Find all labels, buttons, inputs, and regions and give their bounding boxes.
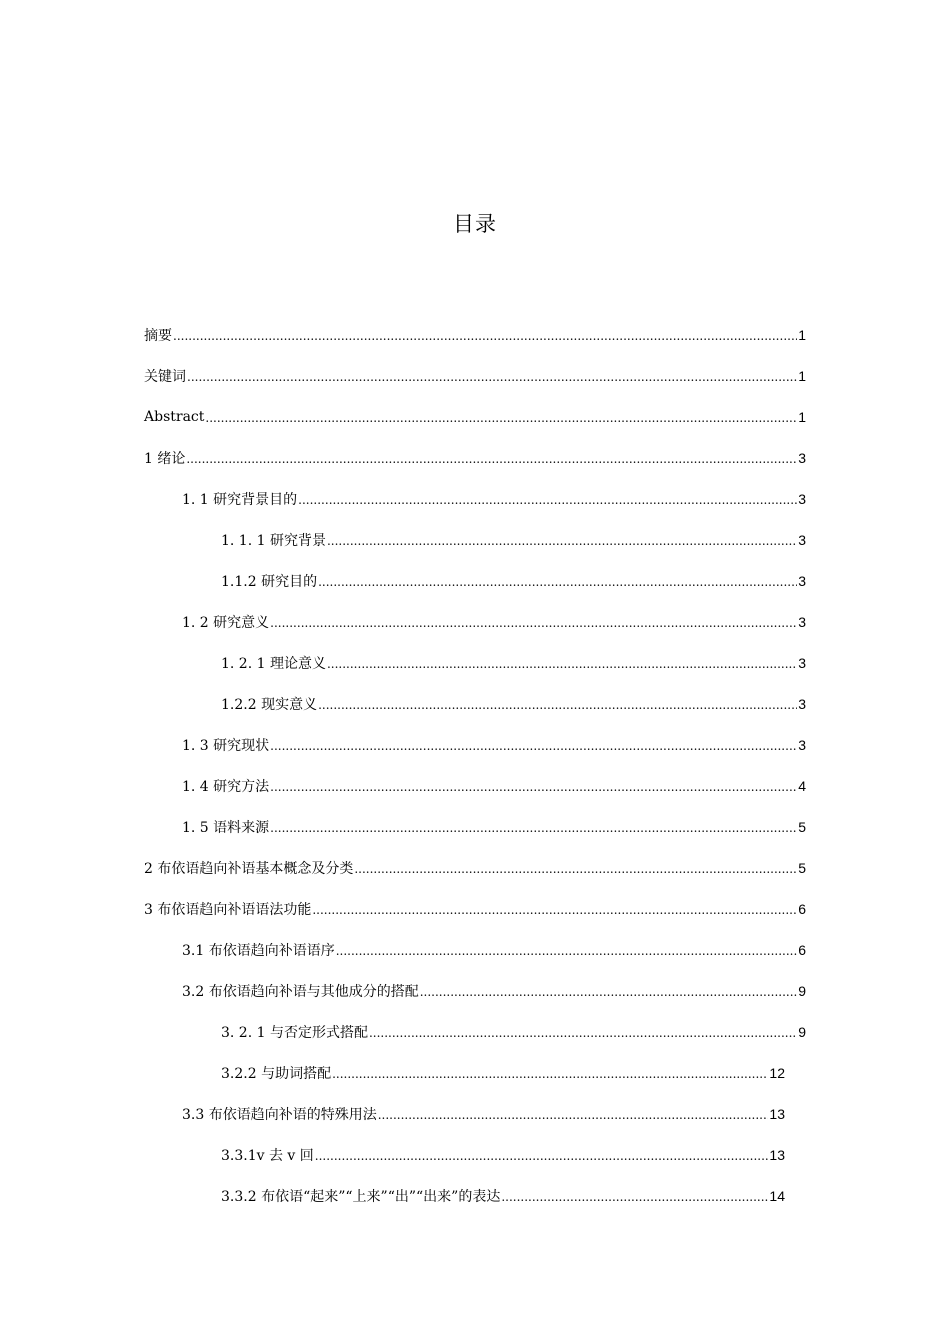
toc-entry[interactable] <box>0 314 950 355</box>
toc-dot-leader <box>327 534 797 548</box>
toc-dot-leader <box>318 575 797 589</box>
toc-dot-leader <box>354 862 797 876</box>
toc-dot-leader <box>173 329 797 343</box>
toc-entry[interactable] <box>0 478 950 519</box>
toc-entry[interactable] <box>0 519 950 560</box>
toc-entry-page-number: 1 <box>798 326 806 343</box>
toc-dot-leader <box>270 780 797 794</box>
toc-entry-page-number: 3 <box>798 736 806 753</box>
toc-entry-label: 1. 1. 1 研究背景 <box>221 532 326 549</box>
toc-entry[interactable] <box>0 396 950 437</box>
toc-entry-label: 摘要 <box>144 327 172 344</box>
toc-entry-label: 3.2 布依语趋向补语与其他成分的搭配 <box>182 983 419 1000</box>
toc-entry-label: 1 绪论 <box>144 450 186 467</box>
toc-entry[interactable] <box>0 437 950 478</box>
toc-dot-leader <box>187 370 797 384</box>
toc-entry-label: 3. 2. 1 与否定形式搭配 <box>221 1024 368 1041</box>
toc-entry-label: 1. 4 研究方法 <box>182 778 270 795</box>
toc-entry-label: 1.2.2 现实意义 <box>221 696 318 713</box>
toc-entry[interactable] <box>0 642 950 683</box>
toc-title: 目录 <box>453 212 497 236</box>
toc-dot-leader <box>327 657 797 671</box>
toc-entry-page-number: 3 <box>798 654 806 671</box>
toc-entry-label: 3.3.2 布依语“起来”“上来”“出”“出来”的表达 <box>221 1188 501 1205</box>
toc-dot-leader <box>315 1149 769 1163</box>
toc-entry[interactable] <box>0 847 950 888</box>
toc-dot-leader <box>420 985 797 999</box>
toc-dot-leader <box>318 698 797 712</box>
toc-entry-page-number: 6 <box>798 941 806 958</box>
toc-entry-label: 1. 5 语料来源 <box>182 819 270 836</box>
toc-entry[interactable] <box>0 1134 950 1175</box>
toc-entry-page-number: 13 <box>769 1105 785 1122</box>
toc-dot-leader <box>336 944 797 958</box>
toc-entry-page-number: 6 <box>798 900 806 917</box>
toc-dot-leader <box>270 616 797 630</box>
toc-entry-page-number: 3 <box>798 490 806 507</box>
toc-dot-leader <box>369 1026 797 1040</box>
toc-entry-page-number: 13 <box>769 1146 785 1163</box>
toc-dot-leader <box>501 1190 768 1204</box>
toc-entry-label: 1. 2. 1 理论意义 <box>221 655 326 672</box>
toc-dot-leader <box>270 821 797 835</box>
toc-entry-page-number: 3 <box>798 695 806 712</box>
toc-entry[interactable] <box>0 806 950 847</box>
toc-entry[interactable] <box>0 1175 950 1216</box>
toc-entry[interactable] <box>0 888 950 929</box>
toc-entry-page-number: 9 <box>798 1023 806 1040</box>
toc-entry[interactable] <box>0 724 950 765</box>
toc-entry-label: 3.3.1v 去 v 回 <box>221 1147 314 1164</box>
toc-dot-leader <box>205 411 797 425</box>
toc-entry[interactable] <box>0 929 950 970</box>
toc-entry-label: 1. 1 研究背景目的 <box>182 491 298 508</box>
toc-entry-label: 3 布依语趋向补语语法功能 <box>144 901 312 918</box>
toc-list <box>0 314 950 1216</box>
toc-entry-page-number: 5 <box>798 818 806 835</box>
toc-entry-page-number: 9 <box>798 982 806 999</box>
toc-entry-page-number: 5 <box>798 859 806 876</box>
toc-entry-page-number: 3 <box>798 572 806 589</box>
toc-entry[interactable] <box>0 1093 950 1134</box>
toc-entry-label: 2 布依语趋向补语基本概念及分类 <box>144 860 354 877</box>
toc-entry-page-number: 3 <box>798 531 806 548</box>
toc-entry-page-number: 12 <box>769 1064 785 1081</box>
toc-dot-leader <box>312 903 797 917</box>
toc-entry-label: 3.2.2 与助词搭配 <box>221 1065 332 1082</box>
toc-entry-page-number: 3 <box>798 613 806 630</box>
toc-entry[interactable] <box>0 560 950 601</box>
toc-dot-leader <box>378 1108 769 1122</box>
toc-entry[interactable] <box>0 765 950 806</box>
toc-entry-page-number: 14 <box>769 1187 785 1204</box>
toc-entry-label: 3.3 布依语趋向补语的特殊用法 <box>182 1106 377 1123</box>
toc-dot-leader <box>332 1067 768 1081</box>
toc-entry[interactable] <box>0 683 950 724</box>
toc-entry-label: Abstract <box>144 408 205 425</box>
toc-dot-leader <box>270 739 797 753</box>
toc-entry[interactable] <box>0 355 950 396</box>
toc-dot-leader <box>186 452 797 466</box>
toc-entry-label: 1. 2 研究意义 <box>182 614 270 631</box>
toc-entry-label: 1.1.2 研究目的 <box>221 573 318 590</box>
toc-entry[interactable] <box>0 1052 950 1093</box>
toc-entry-page-number: 1 <box>798 367 806 384</box>
toc-entry-page-number: 4 <box>798 777 806 794</box>
toc-entry-label: 1. 3 研究现状 <box>182 737 270 754</box>
toc-entry[interactable] <box>0 601 950 642</box>
toc-entry-label: 关键词 <box>144 368 186 385</box>
toc-entry-label: 3.1 布依语趋向补语语序 <box>182 942 335 959</box>
toc-entry-page-number: 1 <box>798 408 806 425</box>
toc-entry[interactable] <box>0 970 950 1011</box>
toc-entry[interactable] <box>0 1011 950 1052</box>
toc-dot-leader <box>298 493 797 507</box>
toc-entry-page-number: 3 <box>798 449 806 466</box>
